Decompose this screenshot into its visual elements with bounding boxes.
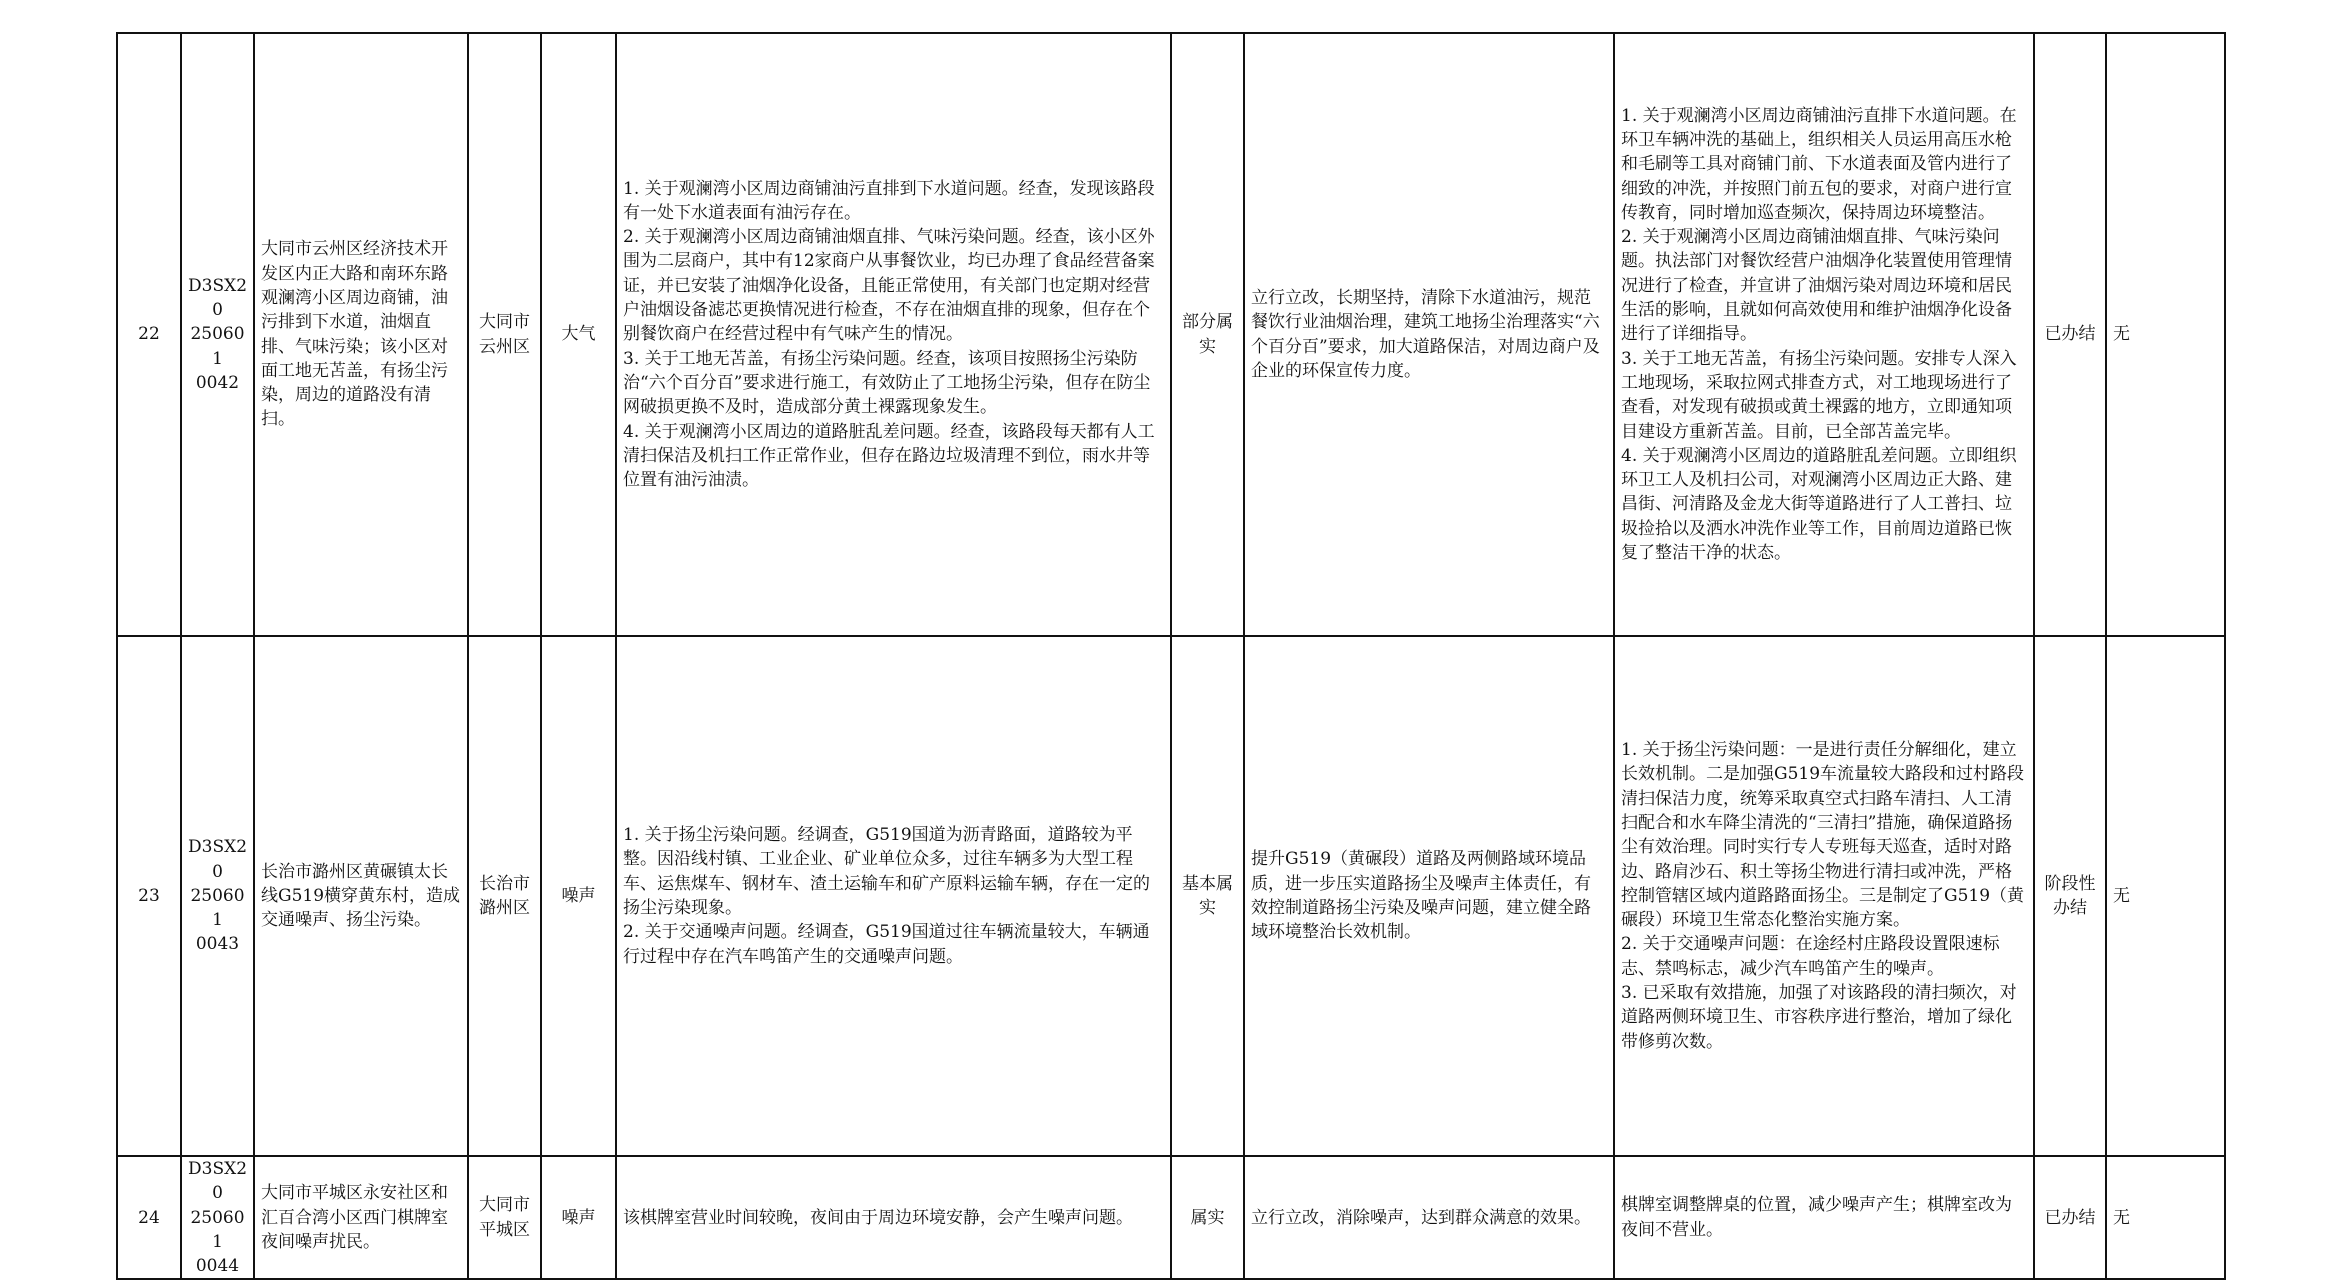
investigation-findings: 1. 关于观澜湾小区周边商铺油污直排到下水道问题。经查，发现该路段有一处下水道表面有油污存在。 2. 关于观澜湾小区周边商铺油烟直排、气味污染问题。经查，该小区外围为二层商户，其中有12家商户从事餐饮业，均已办理了食品经营备案证，并已安装了油烟净化设备，且能正常使用，有关部门也定期对经营户油烟设备滤芯更换情况进行检查，不存在油烟直排的现象，但存在个别餐饮商户在经营过程中有气味产生的情况。 3. 关于工地无苫盖，有扬尘污染问题。经查，该项目按照扬尘污染防治“六个百分百”要求进行施工，有效防止了工地扬尘污染，但存在防尘网破损更换不及时，造成部分黄土裸露现象发生。 4. 关于观澜湾小区周边的道路脏乱差问题。经查，该路段每天都有人工清扫保洁及机扫工作正常作业，但存在路边垃圾清理不到位，雨水井等位置有油污油渍。 [616, 33, 1171, 636]
case-code: D3SX20 250601 0044 [181, 1156, 254, 1279]
verdict: 部分属实 [1171, 33, 1244, 636]
table-row [117, 1156, 2225, 1279]
accountability: 无 [2106, 1156, 2225, 1279]
district: 大同市云州区 [468, 33, 541, 636]
accountability: 无 [2106, 33, 2225, 636]
row-number: 23 [117, 636, 181, 1156]
rectification-requirement: 提升G519（黄碾段）道路及两侧路域环境品质，进一步压实道路扬尘及噪声主体责任，有效控制道路扬尘污染及噪声问题，建立健全路域环境整治长效机制。 [1244, 636, 1614, 1156]
complaint-content: 长治市潞州区黄碾镇太长线G519横穿黄东村，造成交通噪声、扬尘污染。 [254, 636, 468, 1156]
pollution-category: 噪声 [541, 1156, 616, 1279]
row-number: 22 [117, 33, 181, 636]
table-row [117, 636, 2225, 1156]
pollution-category: 大气 [541, 33, 616, 636]
handling-status: 已办结 [2034, 1156, 2106, 1279]
investigation-findings: 1. 关于扬尘污染问题。经调查，G519国道为沥青路面，道路较为平整。因沿线村镇、工业企业、矿业单位众多，过往车辆多为大型工程车、运焦煤车、钢材车、渣土运输车和矿产原料运输车辆，存在一定的扬尘污染现象。 2. 关于交通噪声问题。经调查，G519国道过往车辆流量较大，车辆通行过程中存在汽车鸣笛产生的交通噪声问题。 [616, 636, 1171, 1156]
district: 长治市潞州区 [468, 636, 541, 1156]
handling-status: 阶段性办结 [2034, 636, 2106, 1156]
complaint-table [116, 32, 2226, 1280]
table-row [117, 33, 2225, 636]
accountability: 无 [2106, 636, 2225, 1156]
verdict: 基本属实 [1171, 636, 1244, 1156]
rectification-result: 1. 关于扬尘污染问题：一是进行责任分解细化，建立长效机制。二是加强G519车流量较大路段和过村路段清扫保洁力度，统筹采取真空式扫路车清扫、人工清扫配合和水车降尘清洗的“三清扫”措施，确保道路扬尘有效治理。同时实行专人专班每天巡查，适时对路边、路肩沙石、积土等扬尘物进行清扫或冲洗，严格控制管辖区域内道路路面扬尘。三是制定了G519（黄碾段）环境卫生常态化整治实施方案。 2. 关于交通噪声问题：在途经村庄路段设置限速标志、禁鸣标志，减少汽车鸣笛产生的噪声。 3. 已采取有效措施，加强了对该路段的清扫频次，对道路两侧环境卫生、市容秩序进行整治，增加了绿化带修剪次数。 [1614, 636, 2034, 1156]
row-number: 24 [117, 1156, 181, 1279]
rectification-requirement: 立行立改，长期坚持，清除下水道油污，规范餐饮行业油烟治理，建筑工地扬尘治理落实“六个百分百”要求，加大道路保洁，对周边商户及企业的环保宣传力度。 [1244, 33, 1614, 636]
verdict: 属实 [1171, 1156, 1244, 1279]
investigation-findings: 该棋牌室营业时间较晚，夜间由于周边环境安静，会产生噪声问题。 [616, 1156, 1171, 1279]
case-code: D3SX20 250601 0042 [181, 33, 254, 636]
rectification-result: 棋牌室调整牌桌的位置，减少噪声产生；棋牌室改为夜间不营业。 [1614, 1156, 2034, 1279]
district: 大同市平城区 [468, 1156, 541, 1279]
rectification-result: 1. 关于观澜湾小区周边商铺油污直排下水道问题。在环卫车辆冲洗的基础上，组织相关人员运用高压水枪和毛刷等工具对商铺门前、下水道表面及管内进行了细致的冲洗，并按照门前五包的要求，对商户进行宣传教育，同时增加巡查频次，保持周边环境整洁。 2. 关于观澜湾小区周边商铺油烟直排、气味污染问题。执法部门对餐饮经营户油烟净化装置使用管理情况进行了检查，并宣讲了油烟污染对周边环境和居民生活的影响，且就如何高效使用和维护油烟净化设备进行了详细指导。 3. 关于工地无苫盖，有扬尘污染问题。安排专人深入工地现场，采取拉网式排查方式，对工地现场进行了查看，对发现有破损或黄土裸露的地方，立即通知项目建设方重新苫盖。目前，已全部苫盖完毕。 4. 关于观澜湾小区周边的道路脏乱差问题。立即组织环卫工人及机扫公司，对观澜湾小区周边正大路、建昌街、河清路及金龙大街等道路进行了人工普扫、垃圾捡拾以及洒水冲洗作业等工作，目前周边道路已恢复了整洁干净的状态。 [1614, 33, 2034, 636]
pollution-category: 噪声 [541, 636, 616, 1156]
complaint-content: 大同市平城区永安社区和汇百合湾小区西门棋牌室夜间噪声扰民。 [254, 1156, 468, 1279]
complaint-content: 大同市云州区经济技术开发区内正大路和南环东路观澜湾小区周边商铺，油污排到下水道，油烟直排、气味污染；该小区对面工地无苫盖，有扬尘污染，周边的道路没有清扫。 [254, 33, 468, 636]
handling-status: 已办结 [2034, 33, 2106, 636]
rectification-requirement: 立行立改，消除噪声，达到群众满意的效果。 [1244, 1156, 1614, 1279]
case-code: D3SX20 250601 0043 [181, 636, 254, 1156]
